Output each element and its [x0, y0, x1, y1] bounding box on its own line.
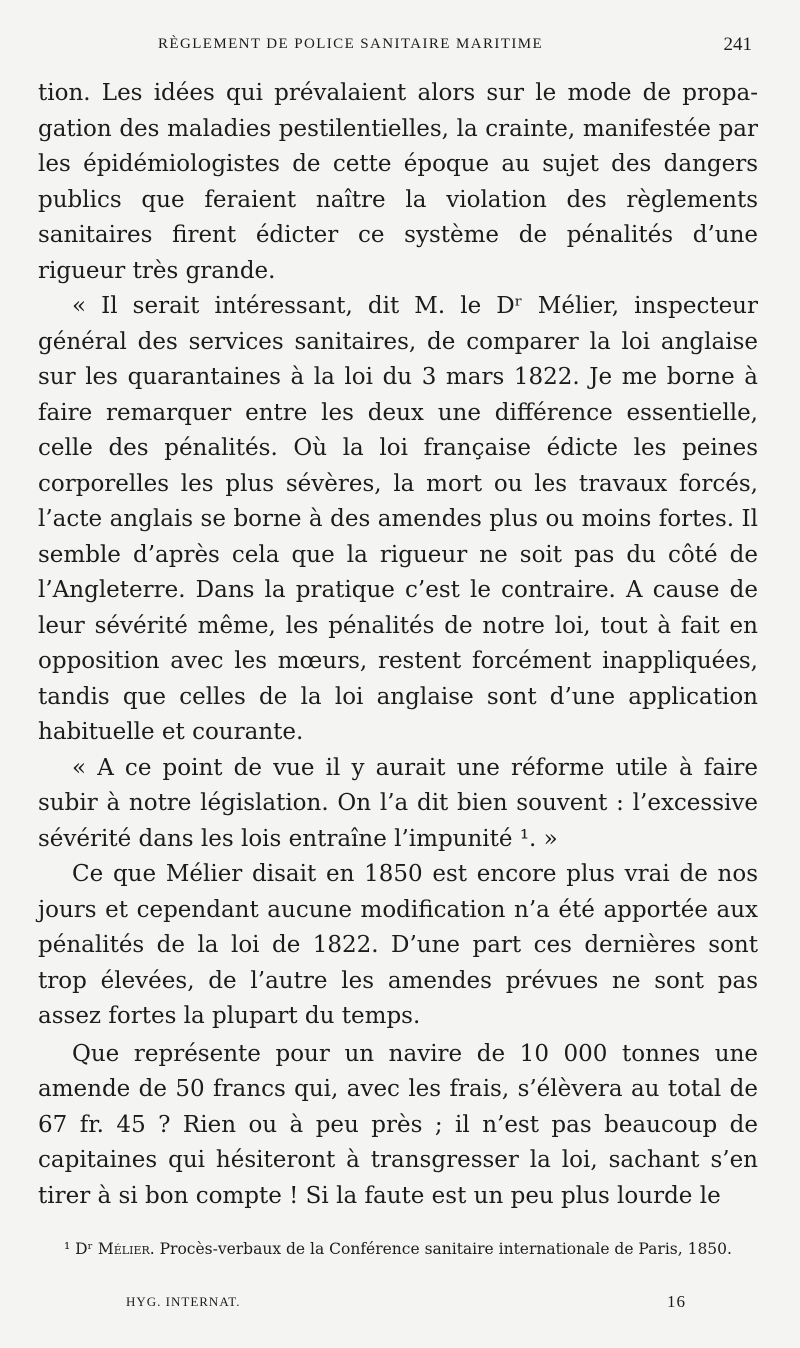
signature-mark: HYG. INTERNAT.: [126, 1294, 241, 1309]
running-head: [40, 36, 760, 60]
footnote: [46, 1238, 764, 1260]
signature-number: 16: [667, 1292, 686, 1311]
paragraph-1850-remark: Ce que Mélier disait en 1850 est encore plus vrai de nos jours et cependant aucune modification n’a été apportée aux pénalités de la loi de 1822. D’une part ces dernières sont trop élevées, de l’autre les amendes prévues ne sont pas assez fortes la plupart du temps.: [38, 861, 758, 1029]
paragraph-melier-quote: « Il serait intéressant, dit M. le Dʳ Mélier, inspecteur général des services sanitaires, de comparer la loi anglaise sur les quarantaines à la loi du 3 mars 1822. Je me borne à faire remarquer entre les deux une différence essentielle, celle des pénalités. Où la loi française édicte les peines corporelles les plus sévères, la mort ou les travaux forcés, l’acte anglais se borne à des amendes plus ou moins fortes. Il semble d’après cela que la rigueur ne soit pas du côté de l’Angleterre. Dans la pratique c’est le contraire. A cause de leur sévérité même, les pénalités de notre loi, tout à fait en opposition avec les mœurs, restent forcément inappliquées, tandis que celles de la loi anglaise sont d’une application habituelle et courante.: [38, 293, 758, 745]
signature-line: [126, 1294, 686, 1316]
body-text: [38, 76, 758, 1214]
paragraph-continuation: tion. Les idées qui prévalaient alors sur le mode de propagation des maladies pestilentielles, la crainte, manifestée par les épidémiologistes de cette époque au sujet des dangers publics que feraient naître la violation des règlements sanitaires firent édicter ce système de pénalités d’une rigueur très grande.: [38, 80, 758, 284]
footnote-text: Procès-verbaux de la Conférence sanitaire internationale de Paris, 1850.: [159, 1240, 732, 1258]
paragraph-fine-example: Que représente pour un navire de 10 000 tonnes une amende de 50 francs qui, avec les frais, s’élèvera au total de 67 fr. 45 ? Rien ou à peu près ; il n’est pas beaucoup de capitaines qui hésiteront à transgresser la loi, sachant s’en tirer à si bon compte ! Si la faute est un peu plus lourde le: [38, 1040, 758, 1209]
page-number: 241: [723, 34, 752, 55]
footnote-marker: ¹: [64, 1240, 71, 1258]
paragraph-reform-quote: « A ce point de vue il y aurait une réforme utile à faire subir à notre législation. On l’a dit bien souvent : l’excessive sévérité dans les lois entraîne l’impunité ¹. »: [38, 754, 758, 852]
running-title: RÈGLEMENT DE POLICE SANITAIRE MARITIME: [158, 36, 544, 52]
footnote-author: Dʳ Mélier.: [75, 1240, 155, 1258]
